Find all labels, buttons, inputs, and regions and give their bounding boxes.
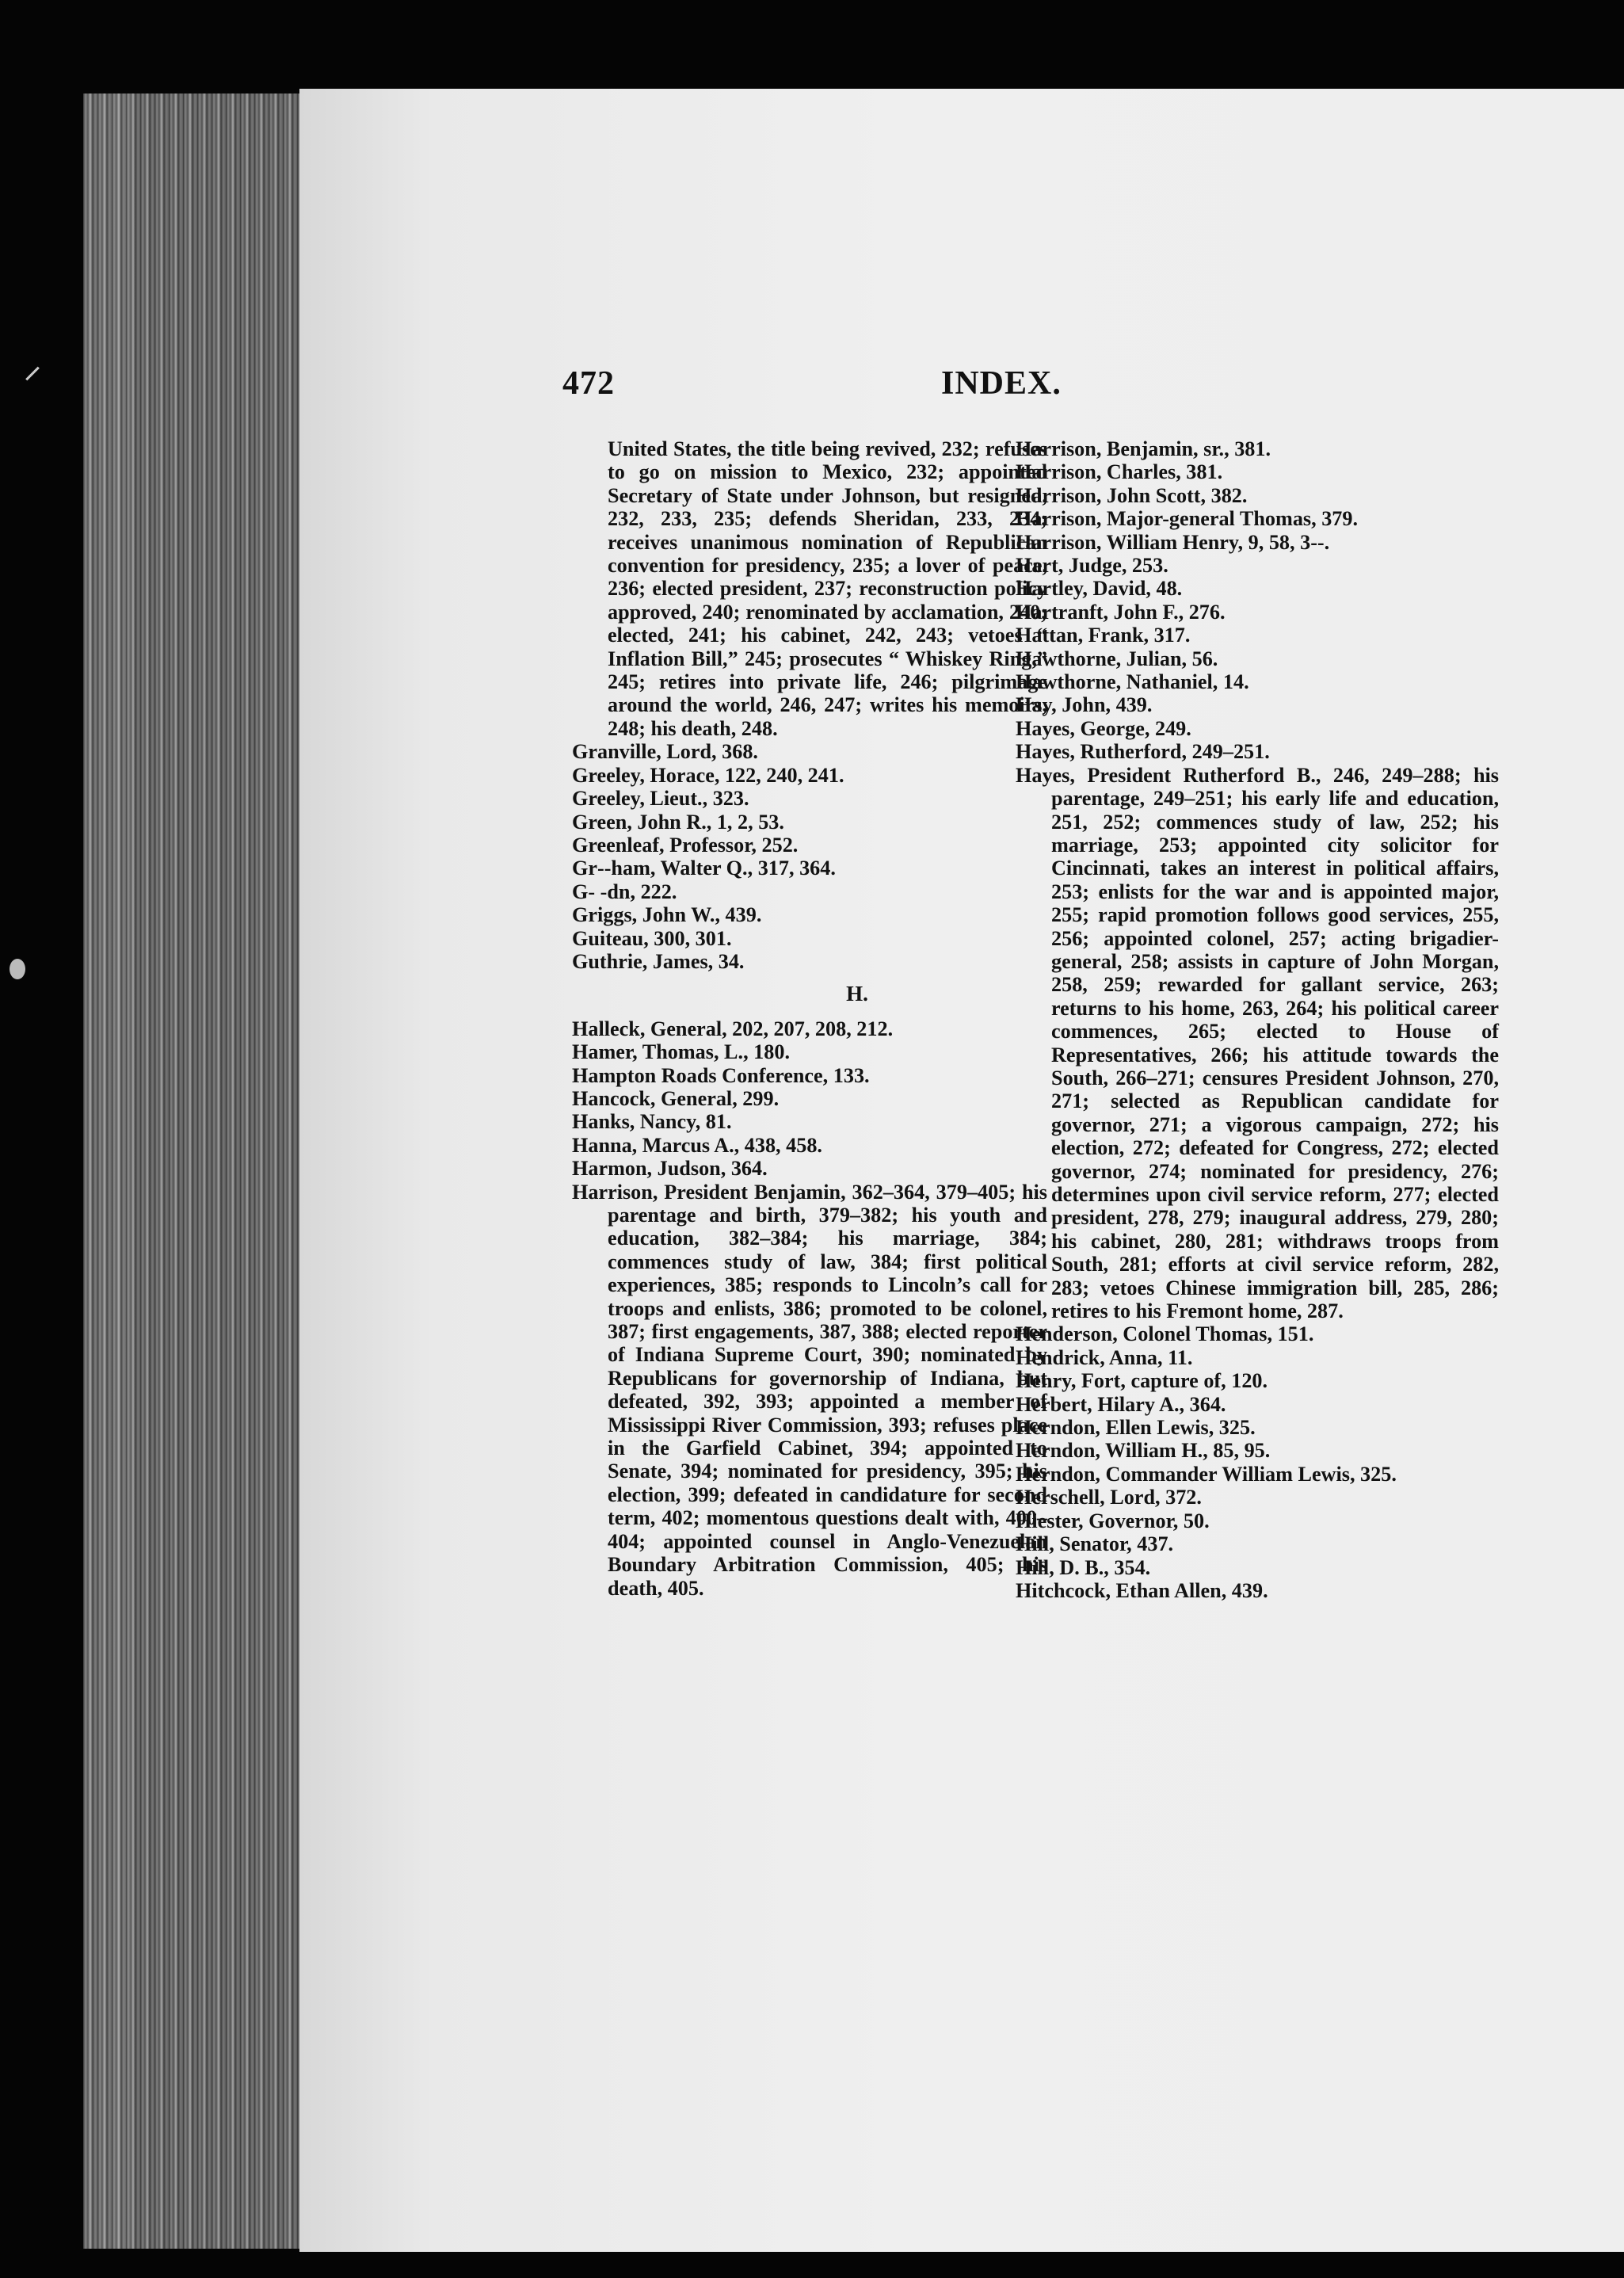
index-entry: Hawthorne, Julian, 56. — [1016, 647, 1218, 670]
index-entry: Hiester, Governor, 50. — [1016, 1509, 1210, 1532]
scan-artifact — [25, 367, 40, 381]
index-entry: Griggs, John W., 439. — [572, 903, 762, 927]
index-entry: Harrison, Benjamin, sr., 381. — [1016, 437, 1271, 460]
index-entry: Greenleaf, Professor, 252. — [572, 833, 799, 857]
index-entry: United States, the title being revived, 232; refuses to go on mission to Mexico, 232; appointed Secretary of State under Johnson, but resigned, 232, 233, 235; defends Sheridan, 233, 234; receives unanimous nomination of Republican convention for presidency, 235; a lover of peace, 236; elected president, 237; reconstruction policy approved, 240; renominated by acclamation, 240; elected, 241; his cabinet, 242, 243; vetoes “ Inflation Bill,” 245; prosecutes “ Whiskey Ring,” 245; retires into private life, 246; pilgrimage around the world, 246, 247; writes his memoirs, 248; his death, 248. — [608, 437, 1047, 740]
index-entry: Herndon, William H., 85, 95. — [1016, 1439, 1271, 1463]
index-entry: Hayes, Rutherford, 249–251. — [1016, 740, 1270, 764]
index-entry: Hitchcock, Ethan Allen, 439. — [1016, 1578, 1268, 1602]
index-entry: Greeley, Lieut., 323. — [572, 787, 749, 811]
section-letter: H. — [846, 982, 868, 1006]
index-entry: Hayes, President Rutherford B., 246, 249–288; his parentage, 249–251; his early life and education, 251, 252; commences study of law, 252; his marriage, 253; appointed city solicitor for Cincinnati, takes an interest in political affairs, 253; enlists for the war and is appointed major, 255; rapid promotion follows good services, 255, 256; appointed colonel, 257; acting brigadier-general, 258; assists in capture of John Morgan, 258, 259; rewarded for gallant service, 263; returns to his home, 263, 264; his political career commences, 265; elected to House of Representatives, 266; his attitude towards the South, 266–271; censures President Johnson, 270, 271; selected as Republican candidate for governor, 271; a vigorous campaign, 272; his election, 272; defeated for Congress, 272; elected governor, 274; nominated for presidency, 276; determines upon civil service reform, 277; elected president, 278, 279; inaugural address, 279, 280; his cabinet, 280, 281; withdraws troops from South, 281; efforts at civil service reform, 282, 283; vetoes Chinese immigration bill, 285, 286; retires to his Fremont home, 287. — [1016, 763, 1499, 1323]
index-entries-h-continued — [1016, 437, 1499, 1602]
index-entry: Harrison, John Scott, 382. — [1016, 483, 1248, 507]
index-entry: Hill, D. B., 354. — [1016, 1555, 1151, 1579]
index-entry: Halleck, General, 202, 207, 208, 212. — [572, 1017, 894, 1040]
index-entry: Hay, John, 439. — [1016, 693, 1153, 717]
index-entry: Hattan, Frank, 317. — [1016, 624, 1191, 647]
page-number: 472 — [562, 365, 615, 402]
index-entry: Harrison, President Benjamin, 362–364, 379–405; his parentage and birth, 379–382; his youth and education, 382–384; his marriage, 384; commences study of law, 384; first political experiences, 385; responds to Lincoln’s call for troops and enlists, 386; promoted to be colonel, 387; first engagements, 387, 388; elected reporter of Indiana Supreme Court, 390; nominated by Republicans for governorship of Indiana, but defeated, 392, 393; appointed a member of Mississippi River Commission, 393; refuses place in the Garfield Cabinet, 394; appointed to Senate, 394; nominated for presidency, 395; his election, 399; defeated in candidature for second term, 402; momentous questions dealt with, 400–404; appointed counsel in Anglo-Venezuelan Boundary Arbitration Commission, 405; his death, 405. — [572, 1180, 1047, 1600]
index-entry: Hampton Roads Conference, 133. — [572, 1063, 870, 1087]
index-entry: Hartranft, John F., 276. — [1016, 600, 1226, 624]
index-entry: Hancock, General, 299. — [572, 1086, 780, 1110]
index-entry: Herndon, Ellen Lewis, 325. — [1016, 1416, 1256, 1440]
page-title: INDEX. — [941, 365, 1062, 402]
index-entry: Granville, Lord, 368. — [572, 740, 758, 764]
page-edges — [83, 93, 301, 2249]
index-entry: Harrison, William Henry, 9, 58, 3‑‑. — [1016, 530, 1330, 554]
index-entry: Hill, Senator, 437. — [1016, 1532, 1174, 1556]
index-entry: Herschell, Lord, 372. — [1016, 1486, 1202, 1509]
index-entry: Hayes, George, 249. — [1016, 716, 1191, 740]
index-entry: Herndon, Commander William Lewis, 325. — [1016, 1462, 1397, 1486]
index-column-right — [1016, 437, 1499, 1602]
index-entries-h — [572, 1017, 1047, 1600]
index-entry: Hawthorne, Nathaniel, 14. — [1016, 670, 1249, 694]
index-entry: Henderson, Colonel Thomas, 151. — [1016, 1322, 1314, 1346]
index-entry: Gr‑‑ham, Walter Q., 317, 364. — [572, 857, 836, 880]
index-entry: Greeley, Horace, 122, 240, 241. — [572, 763, 844, 787]
index-entries-g — [572, 437, 1047, 973]
index-entry: Hart, Judge, 253. — [1016, 554, 1168, 578]
index-entry: Harmon, Judson, 364. — [572, 1157, 768, 1181]
index-entry: G‑ ‑dn, 222. — [572, 880, 677, 903]
index-entry: Green, John R., 1, 2, 53. — [572, 810, 784, 834]
index-entry: Henry, Fort, capture of, 120. — [1016, 1369, 1268, 1393]
index-entry: Guiteau, 300, 301. — [572, 926, 732, 950]
index-entry: Hendrick, Anna, 11. — [1016, 1345, 1193, 1369]
scan-artifact-spot — [10, 959, 25, 979]
index-entry: Harrison, Major-general Thomas, 379. — [1016, 507, 1359, 531]
index-entry: Hanna, Marcus A., 438, 458. — [572, 1133, 822, 1157]
index-entry: Hartley, David, 48. — [1016, 577, 1183, 601]
index-entry: Harrison, Charles, 381. — [1016, 460, 1223, 484]
index-entry: Hamer, Thomas, L., 180. — [572, 1040, 790, 1064]
index-entry: Hanks, Nancy, 81. — [572, 1110, 732, 1134]
index-entry: Herbert, Hilary A., 364. — [1016, 1392, 1226, 1416]
index-column-left — [572, 437, 1047, 1600]
index-entry: Guthrie, James, 34. — [572, 949, 745, 973]
